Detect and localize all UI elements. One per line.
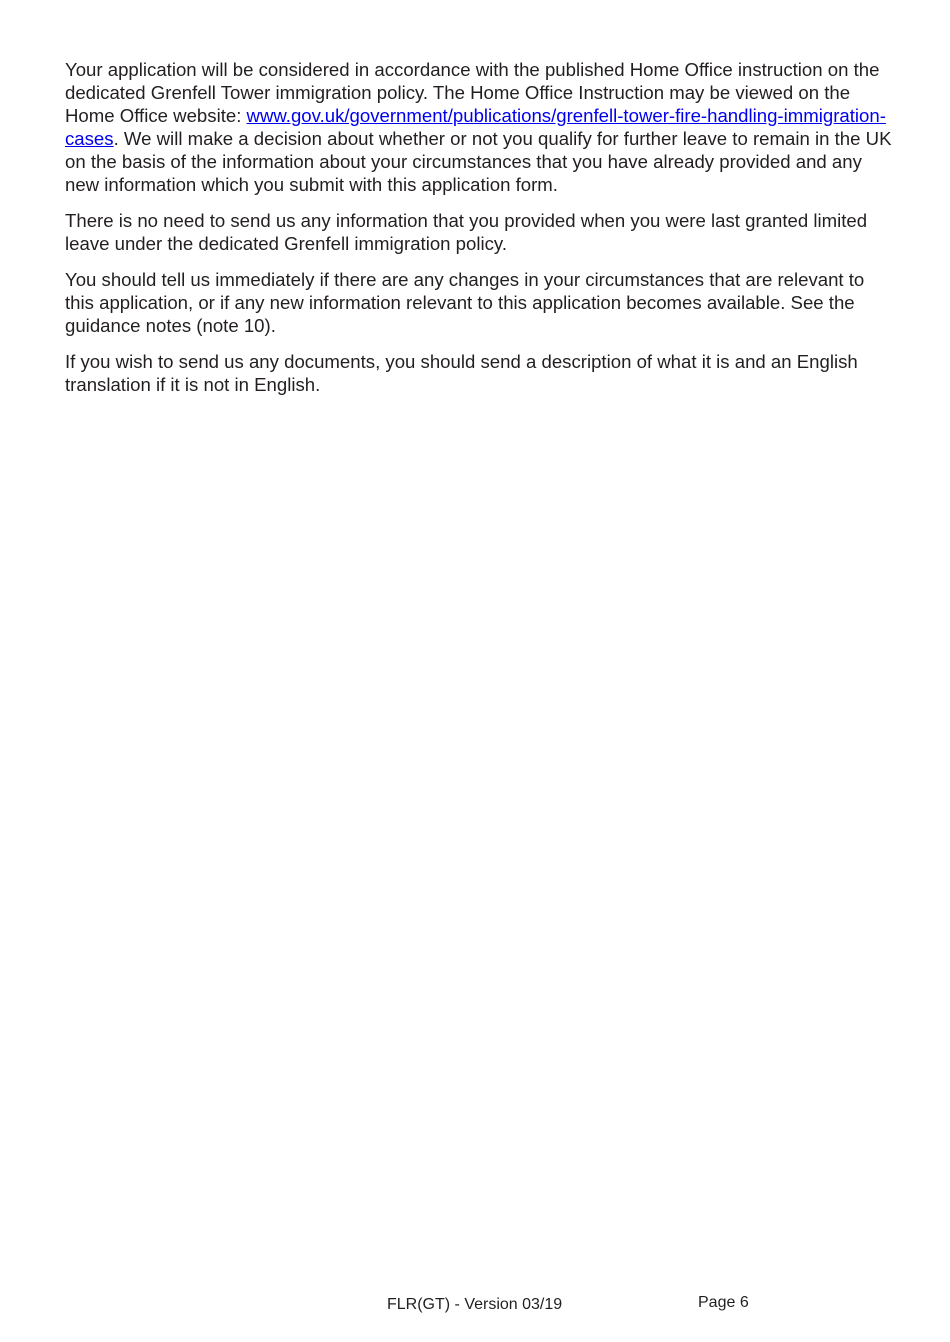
paragraph-application-consideration bbox=[65, 58, 895, 196]
home-office-instruction-link[interactable]: www.gov.uk/government/publications/grenfell-tower-fire-handling-immigration-cases bbox=[65, 105, 886, 149]
paragraph-report-changes: You should tell us immediately if there are any changes in your circumstances that are relevant to this application, or if any new information relevant to this application becomes available. See the guidance notes (note 10). bbox=[65, 269, 865, 336]
paragraph-1-text-end: . We will make a decision about whether or not you qualify for further leave to remain in the UK on the basis of the information about your circumstances that you have already provided and any new information which you submit with this application form. bbox=[65, 128, 892, 195]
document-body bbox=[65, 58, 895, 409]
paragraph-1-text-start: Your application will be considered in accordance with the published Home Office instruction on the dedicated Grenfell Tower immigration policy. The Home Office Instruction may be viewed on the Home Office website: bbox=[65, 59, 880, 126]
footer-form-version: FLR(GT) - Version 03/19 bbox=[387, 1296, 563, 1313]
footer-page-number: Page 6 bbox=[698, 1294, 749, 1311]
paragraph-no-need-to-resend: There is no need to send us any information that you provided when you were last granted limited leave under the dedicated Grenfell immigration policy. bbox=[65, 210, 868, 254]
paragraph-documents-translation: If you wish to send us any documents, you should send a description of what it is and an English translation if it is not in English. bbox=[65, 351, 858, 395]
